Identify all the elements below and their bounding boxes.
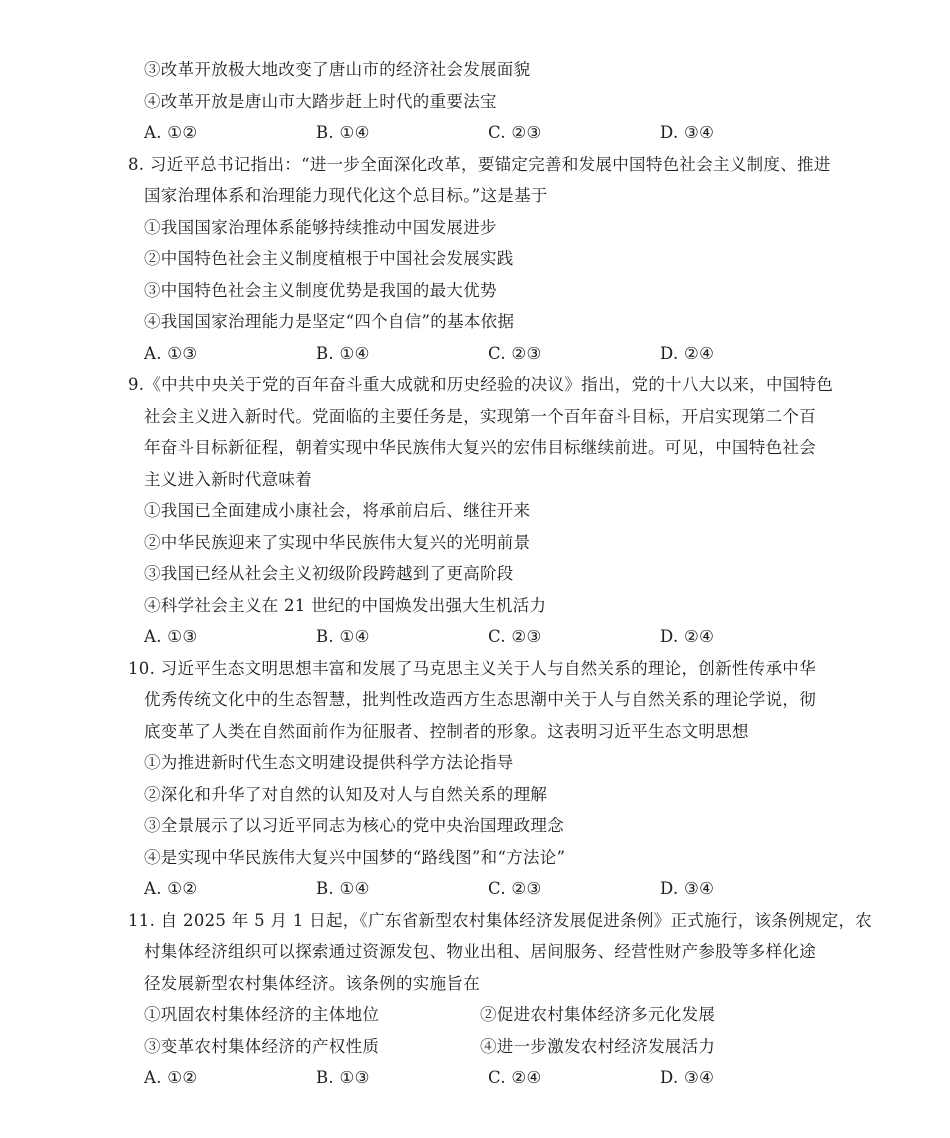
q9-statement-1: ①我国已全面建成小康社会，将承前启后、继往开来 — [144, 501, 531, 520]
q10-option-b[interactable]: B. ①④ — [316, 879, 370, 898]
q7-option-d[interactable]: D. ③④ — [660, 123, 715, 142]
q8-statement-2: ②中国特色社会主义制度植根于中国社会发展实践 — [144, 249, 514, 268]
q7-statement-4: ④改革开放是唐山市大踏步赶上时代的重要法宝 — [144, 91, 497, 111]
q11-stem-line-1: 11. 自 2025 年 5 月 1 日起，《广东省新型农村集体经济发展促进条例》正式施行，该条例规定，农 — [128, 910, 873, 930]
q8-stem-line-2: 国家治理体系和治理能力现代化这个总目标。”这是基于 — [144, 186, 548, 205]
q10-options — [128, 873, 828, 905]
q11-option-c[interactable]: C. ②④ — [488, 1068, 542, 1087]
q11-statement-2: ②促进农村集体经济多元化发展 — [480, 1005, 716, 1024]
q10-option-d[interactable]: D. ③④ — [660, 879, 715, 898]
q7-statement-3: ③改革开放极大地改变了唐山市的经济社会发展面貌 — [144, 60, 531, 79]
q9-statement-4: ④科学社会主义在 21 世纪的中国焕发出强大生机活力 — [144, 595, 547, 615]
q11-statement-3: ③变革农村集体经济的产权性质 — [144, 1036, 380, 1056]
q11-option-d[interactable]: D. ③④ — [660, 1068, 715, 1087]
q11-option-a[interactable]: A. ①② — [144, 1068, 198, 1087]
q7-option-a[interactable]: A. ①② — [144, 123, 198, 142]
q10-statement-4: ④是实现中华民族伟大复兴中国梦的“路线图”和“方法论” — [144, 847, 566, 867]
q8-option-b[interactable]: B. ①④ — [316, 343, 370, 363]
page-content — [128, 54, 873, 1094]
q10-stem-line-3: 底变革了人类在自然面前作为征服者、控制者的形象。这表明习近平生态文明思想 — [144, 721, 749, 741]
q10-option-c[interactable]: C. ②③ — [488, 879, 542, 898]
q8-option-a[interactable]: A. ①③ — [144, 343, 198, 363]
q8-statement-1: ①我国国家治理体系能够持续推动中国发展进步 — [144, 217, 497, 237]
q9-statement-2: ②中华民族迎来了实现中华民族伟大复兴的光明前景 — [144, 532, 531, 552]
q9-stem-line-3: 年奋斗目标新征程，朝着实现中华民族伟大复兴的宏伟目标继续前进。可见，中国特色社会 — [144, 438, 816, 457]
q11-options — [128, 1062, 828, 1094]
q10-stem-line-1: 10. 习近平生态文明思想丰富和发展了马克思主义关于人与自然关系的理论，创新性传承中华 — [128, 658, 816, 678]
q8-statement-3: ③中国特色社会主义制度优势是我国的最大优势 — [144, 280, 497, 300]
q9-stem-line-2: 社会主义进入新时代。党面临的主要任务是，实现第一个百年奋斗目标，开启实现第二个百 — [144, 406, 816, 426]
q9-stem-line-1: 9.《中共中央关于党的百年奋斗重大成就和历史经验的决议》指出，党的十八大以来，中国特色 — [128, 375, 834, 394]
q8-options — [128, 338, 828, 370]
q9-option-a[interactable]: A. ①③ — [144, 627, 198, 646]
q11-statement-1: ①巩固农村集体经济的主体地位 — [144, 1005, 380, 1024]
q9-stem-line-4: 主义进入新时代意味着 — [144, 469, 312, 489]
q7-option-c[interactable]: C. ②③ — [488, 123, 542, 142]
q9-option-b[interactable]: B. ①④ — [316, 627, 370, 646]
q11-stem-line-2: 村集体经济组织可以探索通过资源发包、物业出租、居间服务、经营性财产参股等多样化途 — [144, 942, 816, 961]
q11-option-b[interactable]: B. ①③ — [316, 1068, 370, 1087]
q11-statements-row-1 — [128, 999, 828, 1031]
q11-statements-row-2 — [128, 1031, 828, 1063]
q8-stem-line-1: 8. 习近平总书记指出：“进一步全面深化改革，要锚定完善和发展中国特色社会主义制度、推进 — [128, 154, 831, 174]
q10-option-a[interactable]: A. ①② — [144, 879, 198, 898]
q11-statement-4: ④进一步激发农村经济发展活力 — [480, 1036, 716, 1056]
q8-option-d[interactable]: D. ②④ — [660, 343, 715, 363]
q7-options — [128, 117, 828, 149]
q10-statement-1: ①为推进新时代生态文明建设提供科学方法论指导 — [144, 753, 514, 772]
q11-stem-line-3: 径发展新型农村集体经济。该条例的实施旨在 — [144, 973, 480, 993]
q9-statement-3: ③我国已经从社会主义初级阶段跨越到了更高阶段 — [144, 564, 514, 583]
q8-statement-4: ④我国国家治理能力是坚定“四个自信”的基本依据 — [144, 312, 515, 331]
q9-option-c[interactable]: C. ②③ — [488, 627, 542, 646]
q10-statement-3: ③全景展示了以习近平同志为核心的党中央治国理政理念 — [144, 816, 564, 835]
q7-option-b[interactable]: B. ①④ — [316, 123, 370, 142]
q8-option-c[interactable]: C. ②③ — [488, 343, 542, 363]
q10-stem-line-2: 优秀传统文化中的生态智慧，批判性改造西方生态思潮中关于人与自然关系的理论学说，彻 — [144, 690, 816, 709]
q9-option-d[interactable]: D. ②④ — [660, 627, 715, 646]
q9-options — [128, 621, 828, 653]
q10-statement-2: ②深化和升华了对自然的认知及对人与自然关系的理解 — [144, 784, 548, 804]
